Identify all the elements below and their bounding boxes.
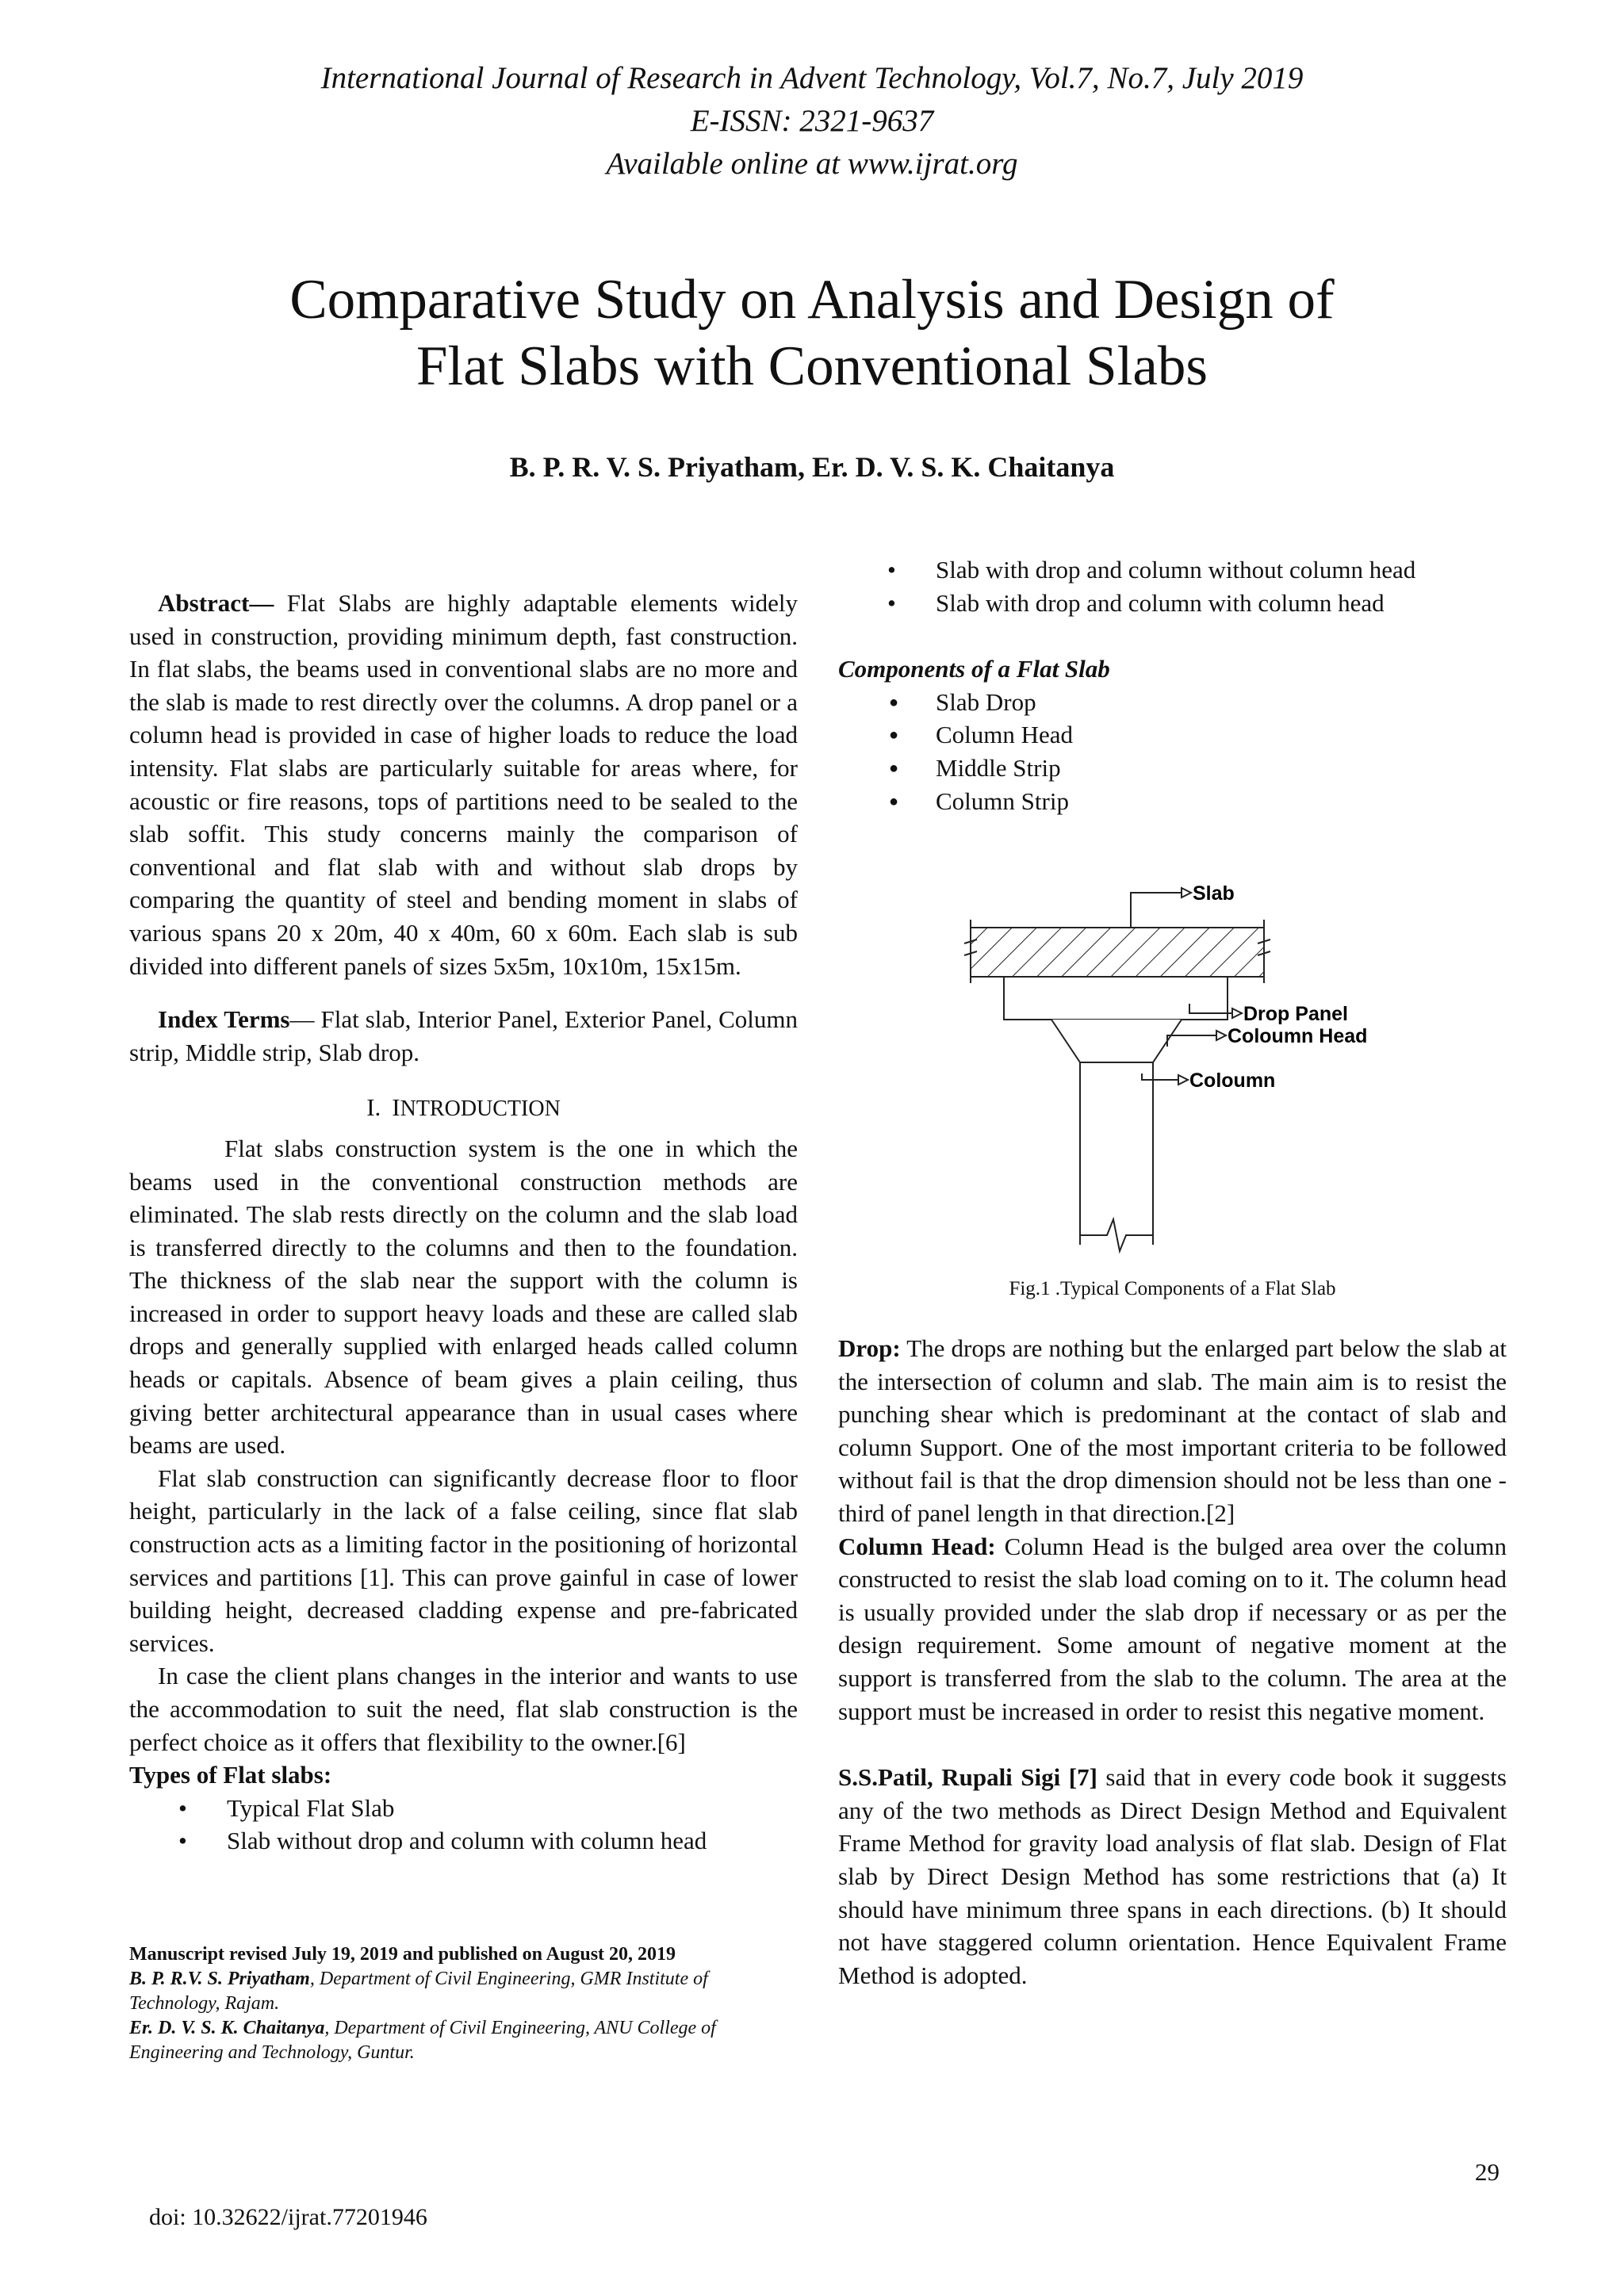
abstract (129, 587, 798, 982)
arrow-head (1178, 1075, 1188, 1085)
index-terms-label: Index Terms (158, 1005, 290, 1034)
types-list (129, 1792, 798, 1858)
flat-slab-figure (952, 864, 1396, 1261)
column-head-leader (1167, 1035, 1216, 1047)
intro-paragraph-3: In case the client plans changes in the interior and wants to use the accommodation to suit the need, flat slab construction is the perfect choice as it offers that flexibility to the owner.[6] (129, 1662, 798, 1756)
arrow-head (1182, 888, 1191, 897)
paper-title-line1: Comparative Study on Analysis and Design of (289, 269, 1335, 331)
label-column: Coloumn (1189, 1070, 1276, 1092)
label-drop-panel: Drop Panel (1243, 1003, 1348, 1025)
arrow-head (1216, 1031, 1226, 1040)
left-column (129, 587, 798, 1858)
drop-paragraph: Drop: The drops are nothing but the enlarged part below the slab at the intersection of column and slab. The main aim is to resist the punching shear which is predominant at the contact of slab and column Support. One of the most important criteria to be followed without fail is that the drop dimension should not be less than one -third of panel length in that direction.[2] (838, 1334, 1507, 1527)
paper-title-line2: Flat Slabs with Conventional Slabs (416, 335, 1208, 397)
right-column-bottom (838, 1332, 1507, 1992)
abstract-label: Abstract— (158, 589, 274, 617)
types-list-continued (838, 553, 1507, 619)
journal-issn: E-ISSN: 2321-9637 (690, 104, 934, 138)
patil-label: S.S.Patil, Rupali Sigi [7] (838, 1763, 1097, 1792)
label-slab: Slab (1193, 882, 1235, 905)
list-item: ● Slab Drop (838, 686, 1507, 719)
column-head-paragraph: Column Head: Column Head is the bulged area over the column constructed to resist the slab load coming on to it. The column head is usually provided under the slab drop if necessary or as per the design requirement. Some amount of negative moment at the support is transferred from the slab to the column. The area at the support must be increased in order to resist this negative moment. (838, 1532, 1507, 1725)
list-item: • Slab with drop and column without column head (838, 553, 1507, 587)
components-list (838, 686, 1507, 817)
list-item: ● Column Head (838, 718, 1507, 752)
abstract-text: Flat Slabs are highly adaptable elements widely used in construction, providing minimum depth, fast construction. In flat slabs, the beams used in conventional slabs are no more and the slab is made to rest directly over the columns. A drop panel or a column head is provided in case of higher loads to reduce the load intensity. Flat slabs are particularly suitable for areas where, for acoustic or fire reasons, tops of partitions need to be sealed to the slab soffit. This study concerns mainly the comparison of conventional and flat slab with and without slab drops by comparing the quantity of steel and bending moment in slabs of various spans 20 x 20m, 40 x 40m, 60 x 60m. Each slab is sub divided into different panels of sizes 5x5m, 10x10m, 15x15m. (129, 589, 798, 980)
figure-caption: Fig.1 .Typical Components of a Flat Slab (1009, 1278, 1336, 1299)
intro-paragraph-1: Flat slabs construction system is the one in which the beams used in the conventional construction methods are eliminated. The slab rests directly on the column and the slab load is transferred directly to the columns and then to the foundation. The thickness of the slab near the support with the column is increased in order to support heavy loads and these are called slab drops and generally supplied with enlarged heads called column heads or capitals. Absence of beam gives a plain ceiling, thus giving better architectural appearance than in usual cases where beams are used. (129, 1134, 798, 1460)
list-item: • Typical Flat Slab (129, 1792, 798, 1825)
list-item: ● Middle Strip (838, 752, 1507, 785)
column-shape (1080, 1062, 1153, 1245)
column-leader (1142, 1073, 1178, 1080)
paper-authors: B. P. R. V. S. Priyatham, Er. D. V. S. K. Chaitanya (509, 451, 1115, 483)
list-item: • Slab with drop and column with column head (838, 587, 1507, 620)
column-head-label: Column Head: (838, 1532, 996, 1560)
journal-header-line1: International Journal of Research in Advent Technology, Vol.7, No.7, July 2019 (320, 61, 1304, 95)
components-heading: Components of a Flat Slab (838, 655, 1110, 683)
column-break (1080, 1219, 1153, 1251)
arrow-head (1232, 1008, 1242, 1018)
footnote (129, 1942, 798, 2065)
types-heading: Types of Flat slabs: (129, 1761, 332, 1789)
doi: doi: 10.32622/ijrat.77201946 (149, 2204, 427, 2230)
list-item: • Slab without drop and column with column head (129, 1824, 798, 1858)
author1-affiliation: B. P. R.V. S. Priyatham, Department of Civil Engineering, GMR Institute of Technology, Rajam. (129, 1969, 708, 2014)
patil-paragraph: S.S.Patil, Rupali Sigi [7] said that in every code book it suggests any of the two methods as Direct Design Method and Equivalent Frame Method for gravity load analysis of flat slab. Design of Flat slab by Direct Design Method has some restrictions that (a) It should have minimum three spans in each directions. (b) It should not have staggered column orientation. Hence Equivalent Frame Method is adopted. (838, 1763, 1507, 1989)
section-heading-introduction: I. INTRODUCTION (366, 1093, 561, 1122)
label-column-head: Coloumn Head (1228, 1025, 1368, 1047)
journal-url: Available online at www.ijrat.org (606, 147, 1018, 181)
intro-paragraph-2: Flat slab construction can significantly decrease floor to floor height, particularly in the lack of a false ceiling, since flat slab construction acts as a limiting factor in the positioning of horizontal services and partitions [1]. This can prove gainful in case of lower building height, decreased cladding expense and pre-fabricated services. (129, 1464, 798, 1657)
column-head-shape (1051, 1020, 1182, 1062)
page-number: 29 (1475, 2158, 1500, 2186)
drop-label: Drop: (838, 1334, 901, 1362)
manuscript-note: Manuscript revised July 19, 2019 and published on August 20, 2019 (129, 1944, 676, 1965)
right-column-top (838, 553, 1507, 817)
author2-affiliation: Er. D. V. S. K. Chaitanya, Department of Civil Engineering, ANU College of Engineering and Technology, Guntur. (129, 2018, 716, 2063)
slab-shape (971, 928, 1264, 977)
index-terms (129, 1003, 798, 1069)
list-item: ● Column Strip (838, 785, 1507, 818)
index-terms-text: — Flat slab, Interior Panel, Exterior Panel, Column strip, Middle strip, Slab drop. (129, 1005, 798, 1066)
slab-leader (1131, 893, 1182, 928)
